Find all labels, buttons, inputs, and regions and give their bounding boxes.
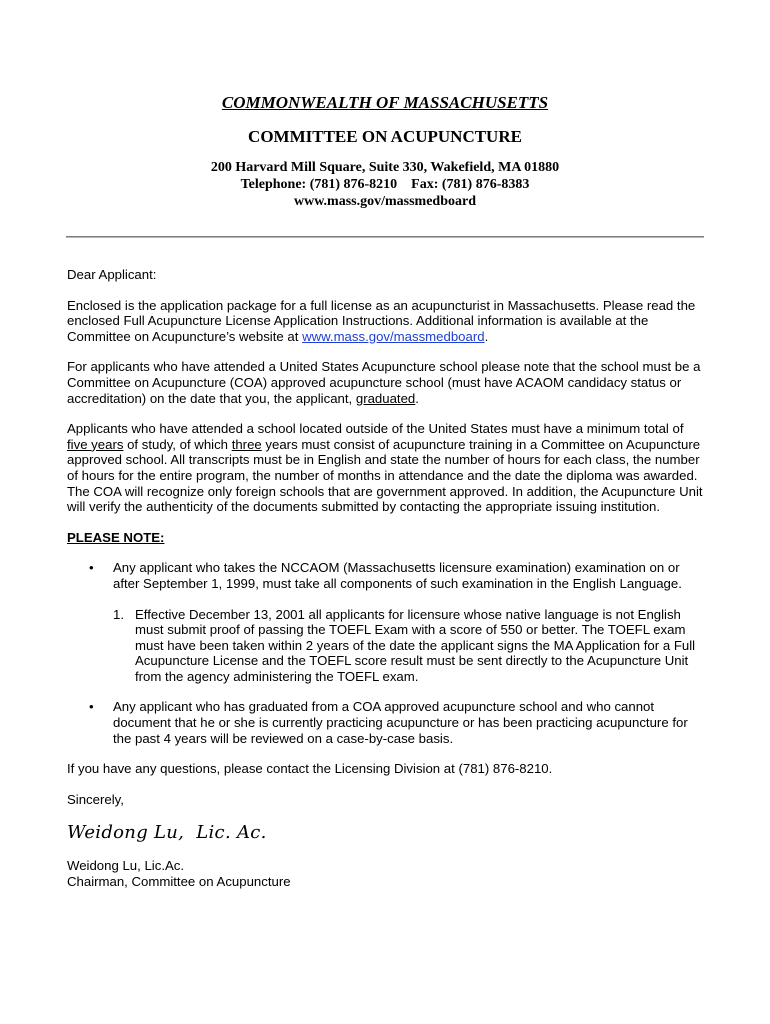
bullet-nccaom-text: Any applicant who takes the NCCAOM (Massachusetts licensure examination) examination on or after September 1, 1999, must take all components of such examination in the English Language. [113, 560, 682, 591]
contact-block [66, 159, 704, 210]
state-title: COMMONWEALTH OF MASSACHUSETTS [221, 93, 549, 112]
paragraph-intro [67, 298, 707, 345]
salutation: Dear Applicant: [67, 267, 157, 282]
paragraph-foreign-schools [67, 421, 707, 515]
header-divider [66, 236, 704, 238]
bullet-case-review-text: Any applicant who has graduated from a COA approved acupuncture school and who cannot document that he or she is currently practicing acupuncture or has been practicing acupuncture for the past 4 years will be reviewed on a case-by-case basis. [113, 699, 688, 746]
letterhead [66, 93, 704, 210]
closing: Sincerely, [67, 791, 124, 807]
five-years-emphasis: five years [67, 436, 124, 452]
signer-block [67, 858, 707, 889]
paragraph-us-schools-end: . [415, 390, 419, 406]
bullet-nccaom [67, 560, 707, 591]
signer-title: Chairman, Committee on Acupuncture [67, 874, 291, 890]
numbered-label: 1. [113, 606, 124, 622]
website-line: www.mass.gov/massmedboard [293, 194, 476, 209]
bullet-symbol: • [89, 699, 94, 715]
paragraph-intro-text: Enclosed is the application package for a full license as an acupuncturist in Massachusetts. Please read the enclosed Full Acupuncture License Application Instructions. Additional information is available at the Committee on Acupuncture’s website at [67, 297, 696, 344]
questions-paragraph: If you have any questions, please contact the Licensing Division at (781) 876-8210. [67, 761, 553, 777]
paragraph-foreign-c: years must consist of acupuncture training in a Committee on Acupuncture approved school. All transcripts must be in English and state the number of hours for each class, the number of hours for the entire program, the number of months in attendance and the date the diploma was awarded. The COA will recognize only foreign schools that are government approved. In addition, the Acupuncture Unit will verify the authenticity of the documents submitted by contacting the appropriate issuing institution. [67, 436, 703, 515]
bullet-symbol: • [89, 560, 94, 576]
numbered-toefl-text: Effective December 13, 2001 all applicants for licensure whose native language is not English must submit proof of passing the TOEFL Exam with a score of 550 or better. The TOEFL exam must have been taken within 2 years of the date the applicant signs the MA Application for a Full Acupuncture License and the TOEFL score result must be sent directly to the Acupuncture Unit from the agency administering the TOEFL exam. [135, 606, 696, 684]
graduated-emphasis: graduated [355, 390, 416, 406]
numbered-toefl [67, 607, 707, 685]
address-line: 200 Harvard Mill Square, Suite 330, Wakefield, MA 01880 [210, 160, 560, 175]
paragraph-foreign-b: of study, of which [123, 436, 232, 452]
paragraph-us-schools [67, 359, 707, 406]
paragraph-us-schools-text: For applicants who have attended a United States Acupuncture school please note that the school must be a Committee on Acupuncture (COA) approved acupuncture school (must have ACAOM candidacy status or accreditation) on the date that you, the applicant, [67, 359, 701, 406]
bullet-case-review [67, 699, 707, 746]
paragraph-intro-end: . [484, 328, 489, 344]
please-note-heading: PLEASE NOTE: [67, 529, 165, 545]
website-link[interactable]: www.mass.gov/massmedboard [302, 328, 485, 344]
paragraph-foreign-a: Applicants who have attended a school located outside of the United States must have a minimum total of [67, 421, 684, 437]
signature: Weidong Lu, Lic. Ac. [67, 822, 267, 844]
committee-title: COMMITTEE ON ACUPUNCTURE [248, 127, 522, 146]
phone-fax-line: Telephone: (781) 876-8210 Fax: (781) 876-8383 [240, 177, 530, 192]
letter-body [67, 267, 707, 890]
signer-name: Weidong Lu, Lic.Ac. [67, 858, 185, 874]
three-emphasis: three [231, 436, 262, 452]
